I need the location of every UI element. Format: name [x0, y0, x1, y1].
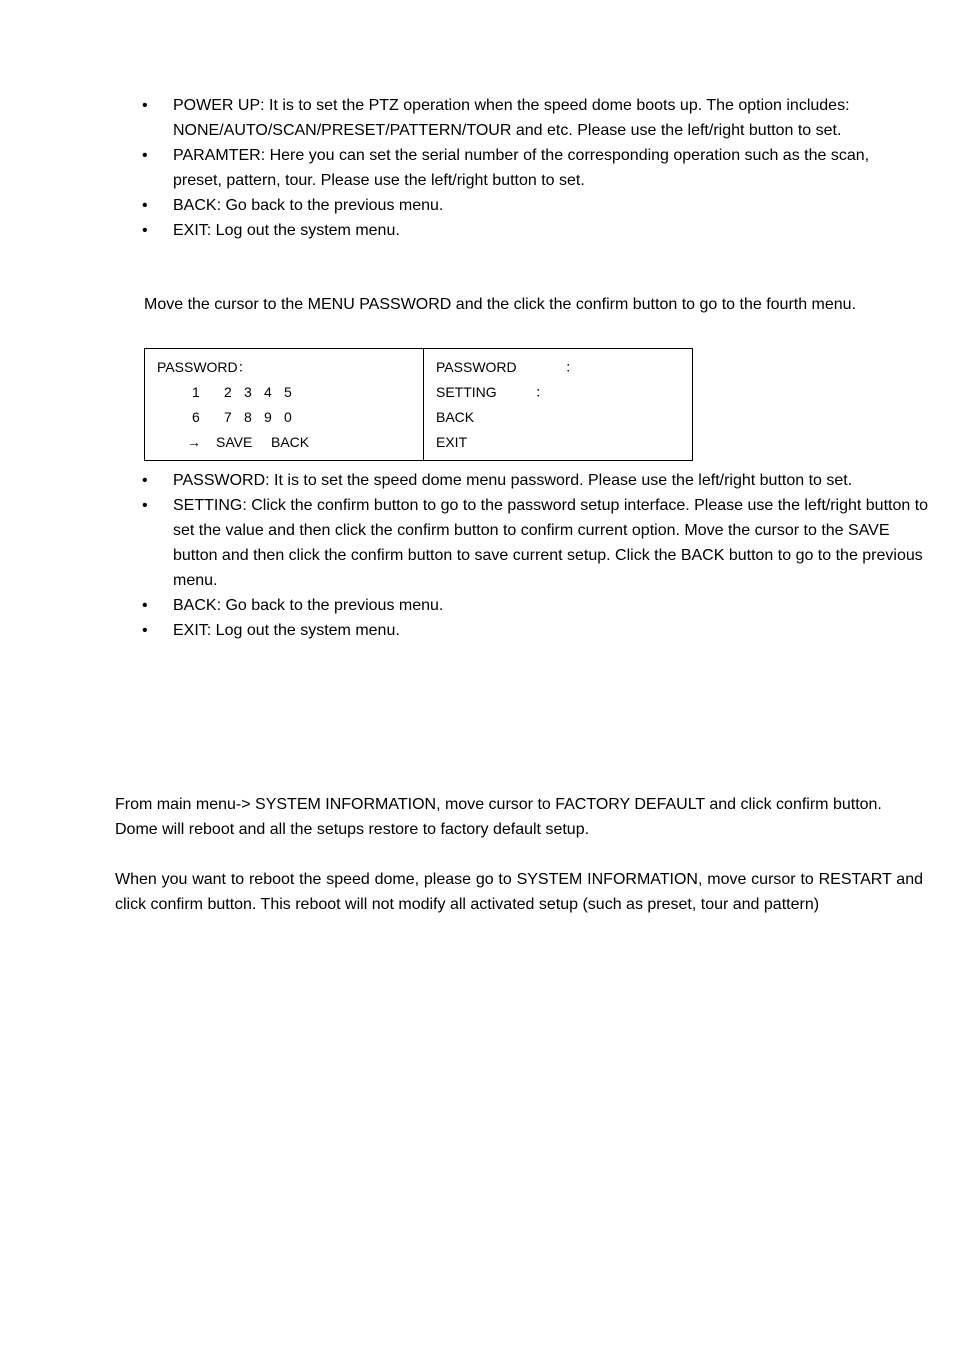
bullet-icon: • — [142, 147, 148, 164]
password-keypad-panel — [145, 349, 424, 460]
password-menu-table — [144, 348, 693, 461]
list-item: • SETTING: Click the confirm button to go to the password setup interface. Please use the left/right button to set the value and then click the confirm button to confirm current option. Move the cursor to the SAVE button and then click the confirm button to save current setup. Click the BACK button to go to the previous menu. — [140, 493, 930, 593]
keypad-digit: 3 — [244, 384, 252, 400]
bullet-icon: • — [142, 497, 148, 514]
bullet-icon: • — [142, 222, 148, 239]
bullet-icon: • — [142, 97, 148, 114]
menu-option-colon: ： — [565, 359, 579, 375]
power-up-options-list — [140, 93, 920, 243]
list-item: • EXIT: Log out the system menu. — [140, 618, 930, 643]
list-item: • PASSWORD: It is to set the speed dome menu password. Please use the left/right button to set. — [140, 468, 930, 493]
menu-option-password: PASSWORD — [436, 359, 517, 375]
keypad-digit: 2 — [224, 384, 232, 400]
password-menu-options-panel — [424, 349, 692, 460]
arrow-right-icon: → — [187, 434, 201, 450]
keypad-digit: 5 — [284, 384, 292, 400]
keypad-digit: 9 — [264, 409, 272, 425]
menu-option-setting: SETTING — [436, 384, 497, 400]
bullet-icon: • — [142, 472, 148, 489]
keypad-digit: 4 — [264, 384, 272, 400]
bullet-icon: • — [142, 597, 148, 614]
restart-paragraph: When you want to reboot the speed dome, please go to SYSTEM INFORMATION, move cursor to RESTART and click confirm button. This reboot will not modify all activated setup (such as preset, tour and pattern) — [115, 871, 923, 913]
menu-option-exit: EXIT — [436, 434, 468, 450]
keypad-save-label: SAVE — [216, 434, 253, 450]
keypad-digit: 1 — [192, 384, 200, 400]
password-options-list — [140, 468, 930, 643]
keypad-back-label: BACK — [271, 434, 310, 450]
list-item: • POWER UP: It is to set the PTZ operation when the speed dome boots up. The option includes: NONE/AUTO/SCAN/PRESET/PATTERN/TOUR and etc. Please use the left/right button to set. — [140, 93, 920, 143]
menu-option-colon: ： — [535, 384, 549, 400]
bullet-icon: • — [142, 197, 148, 214]
keypad-title: PASSWORD： — [157, 359, 252, 375]
bullet-icon: • — [142, 622, 148, 639]
list-item: • BACK: Go back to the previous menu. — [140, 193, 920, 218]
menu-option-back: BACK — [436, 409, 475, 425]
factory-default-paragraph: From main menu-> SYSTEM INFORMATION, move cursor to FACTORY DEFAULT and click confirm button. Dome will reboot and all the setups restore to factory default setup. — [115, 796, 882, 838]
keypad-digit: 7 — [224, 409, 232, 425]
list-item: • BACK: Go back to the previous menu. — [140, 593, 930, 618]
keypad-digit: 8 — [244, 409, 252, 425]
keypad-digit: 6 — [192, 409, 200, 425]
list-item: • EXIT: Log out the system menu. — [140, 218, 920, 243]
menu-password-intro: Move the cursor to the MENU PASSWORD and the click the confirm button to go to the fourth menu. — [144, 296, 857, 313]
keypad-digit: 0 — [284, 409, 292, 425]
list-item: • PARAMTER: Here you can set the serial number of the corresponding operation such as the scan, preset, pattern, tour. Please use the left/right button to set. — [140, 143, 920, 193]
